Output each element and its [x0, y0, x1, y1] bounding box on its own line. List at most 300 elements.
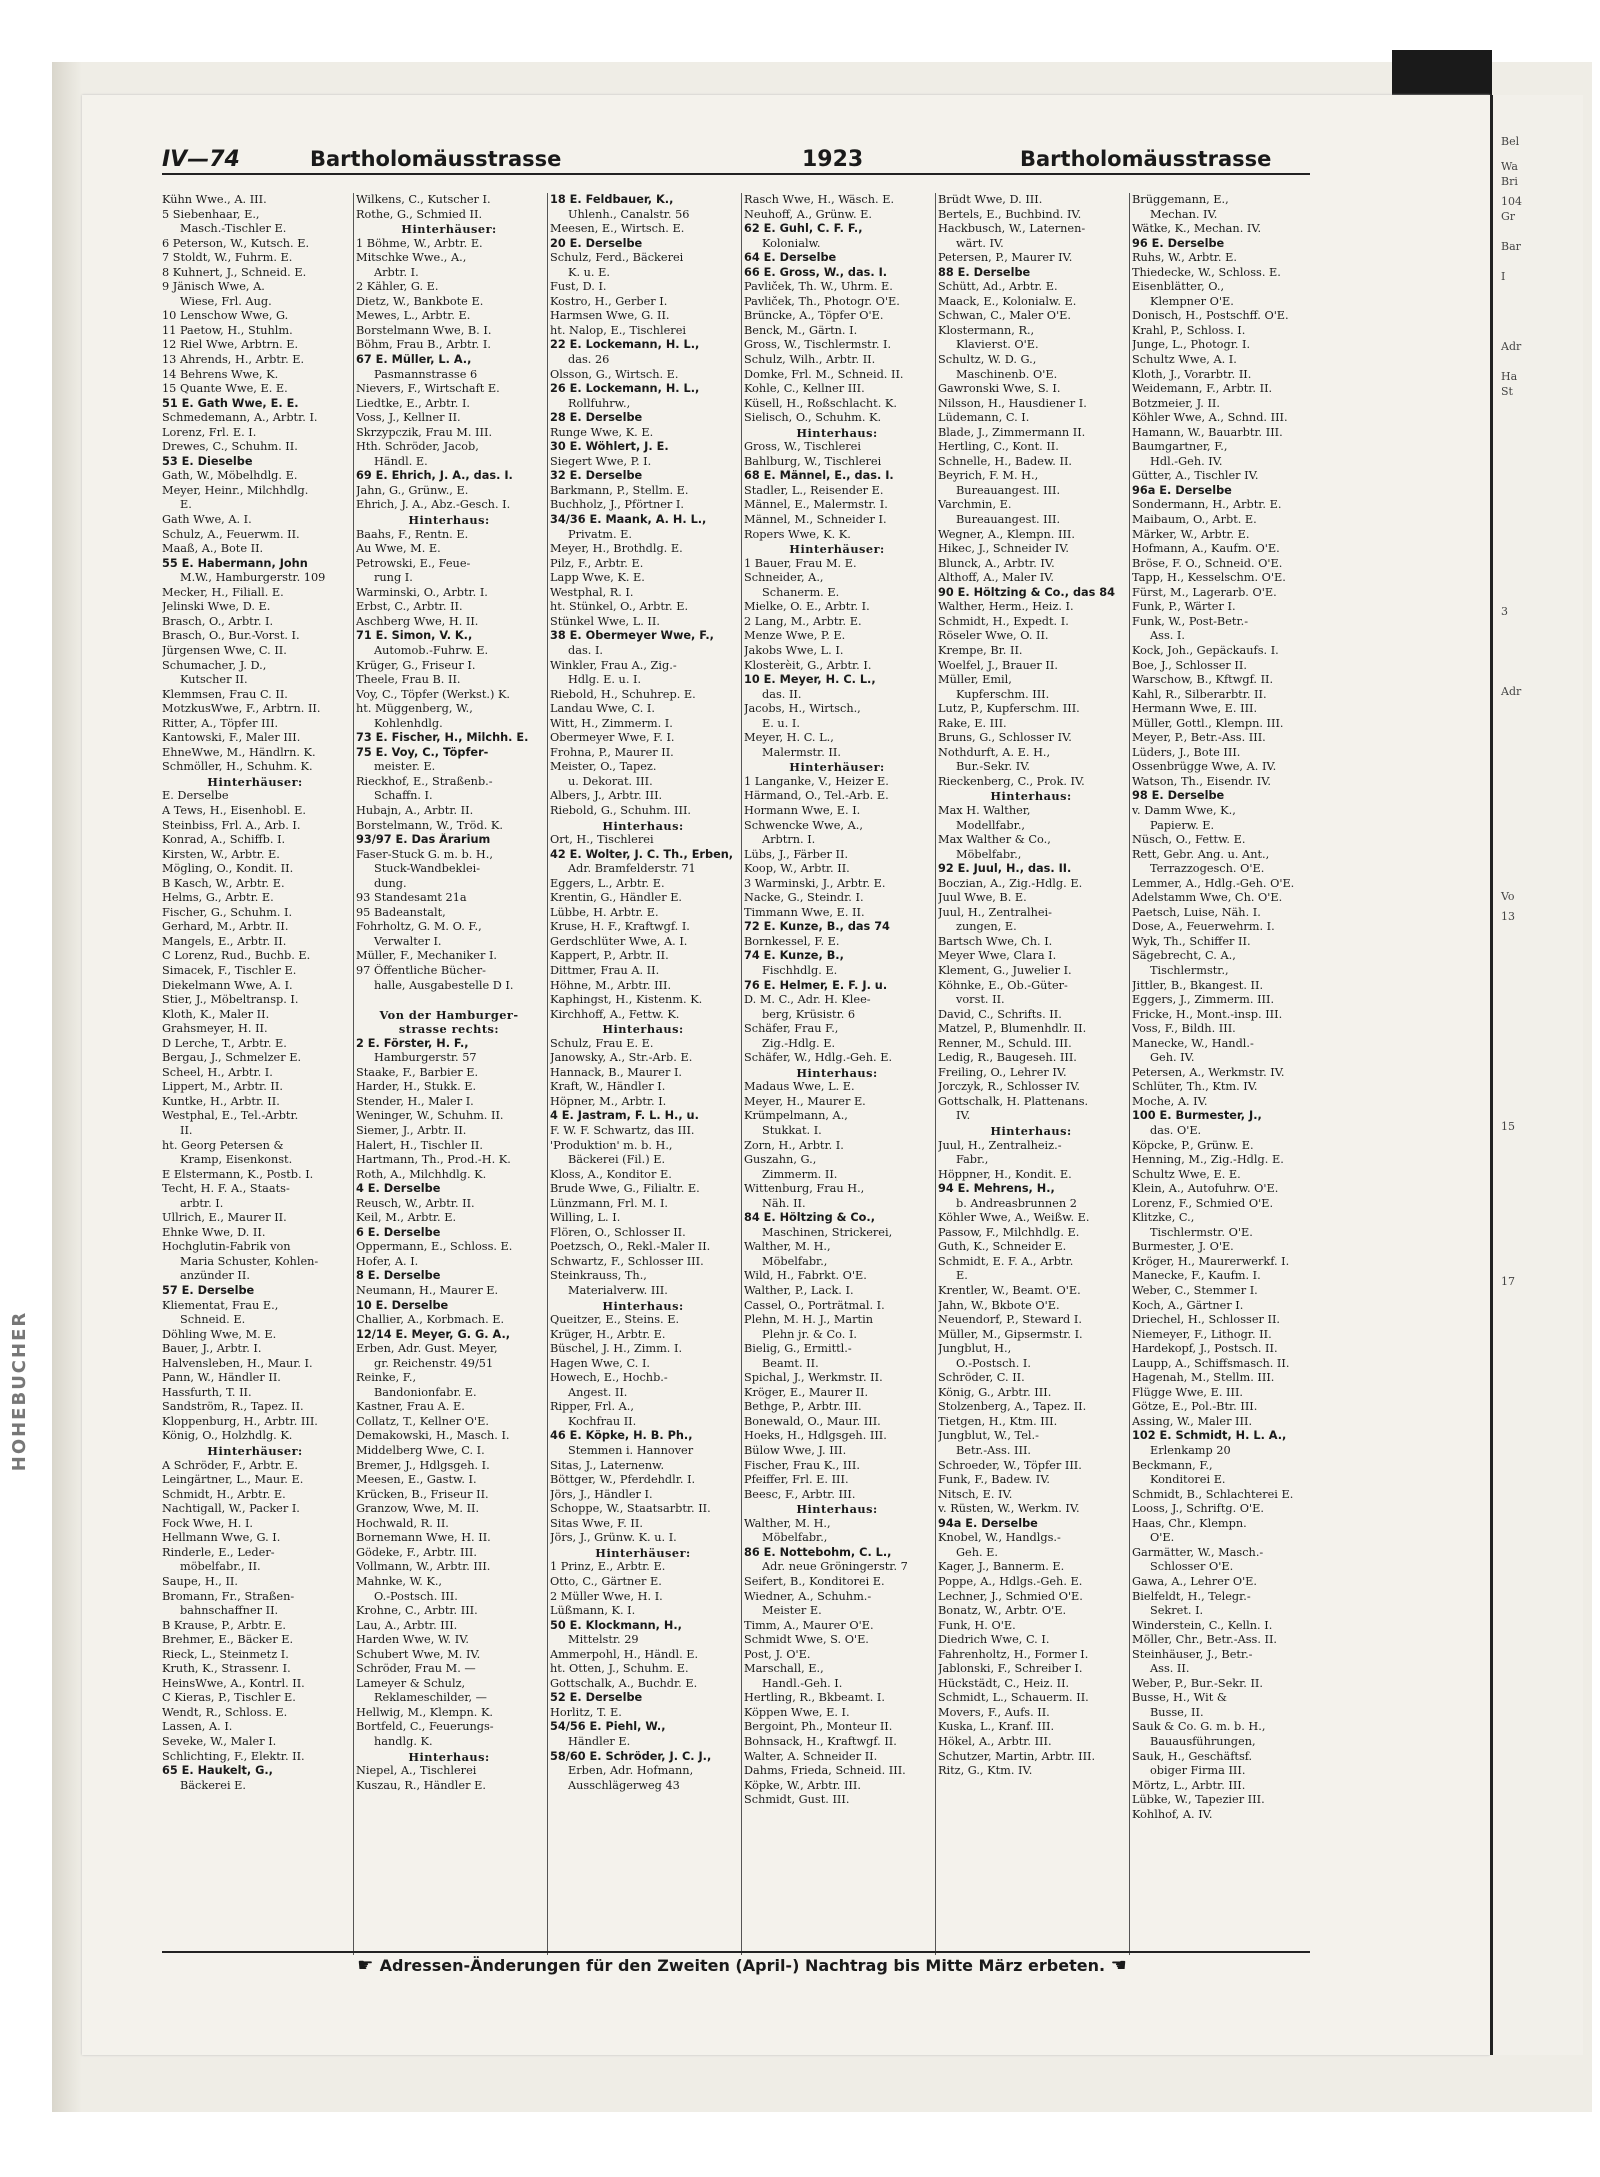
directory-entry: Winkler, Frau A., Zig.- — [550, 658, 677, 672]
directory-entry: Schlichting, F., Elektr. II. — [162, 1749, 305, 1763]
facing-page-fragment: Gr — [1501, 210, 1516, 223]
directory-entry: Looss, J., Schriftg. O'E. — [1132, 1502, 1264, 1516]
directory-entry: 6 E. Derselbe — [356, 1225, 441, 1239]
directory-entry: Bonewald, O., Maur. III. — [744, 1414, 881, 1428]
column-divider — [741, 193, 742, 1955]
directory-entry: Lünzmann, Frl. M. I. — [550, 1196, 669, 1210]
directory-entry: Schwan, C., Maler O'E. — [938, 309, 1072, 323]
directory-entry: Brasch, O., Arbtr. I. — [162, 614, 274, 628]
directory-entry: Schlosser O'E. — [1150, 1560, 1234, 1574]
directory-entry: Fischer, Frau K., III. — [744, 1458, 860, 1472]
directory-entry: 9 Jänisch Wwe, A. — [162, 280, 265, 294]
directory-entry: Paetsch, Luise, Näh. I. — [1132, 905, 1261, 919]
directory-entry: Pilz, F., Arbtr. E. — [550, 556, 644, 570]
directory-entry: Leingärtner, L., Maur. E. — [162, 1473, 304, 1487]
directory-entry: Sekret. I. — [1150, 1604, 1204, 1618]
spine-text: HOHEBUCHER — [9, 1310, 30, 1472]
directory-entry: Möbelfabr., — [762, 1531, 828, 1545]
directory-entry: Lutz, P., Kupferschm. III. — [938, 702, 1080, 716]
directory-entry: Büschel, J. H., Zimm. I. — [550, 1342, 683, 1356]
directory-entry: Schaffn. I. — [374, 789, 433, 803]
directory-entry: Westphal, R. I. — [550, 585, 634, 599]
directory-entry: Queitzer, E., Steins. E. — [550, 1313, 680, 1327]
directory-entry: 95 Badeanstalt, — [356, 905, 446, 919]
directory-entry: Weidemann, F., Arbtr. II. — [1132, 382, 1273, 396]
directory-entry: Schmidt, H., Expedt. I. — [938, 614, 1069, 628]
directory-entry: Gödeke, F., Arbtr. III. — [356, 1545, 477, 1559]
directory-entry: Techt, H. F. A., Staats- — [162, 1182, 290, 1196]
directory-entry: Schmidt, Gust. III. — [744, 1793, 850, 1807]
directory-entry: Klostermann, R., — [938, 323, 1035, 337]
directory-entry: Wendt, R., Schloss. E. — [162, 1705, 288, 1719]
binding-strip — [0, 0, 52, 2177]
directory-entry: Kloppenburg, H., Arbtr. III. — [162, 1414, 318, 1428]
directory-entry: Lüders, J., Bote III. — [1132, 745, 1241, 759]
directory-entry: Maaß, A., Bote II. — [162, 542, 264, 556]
directory-entry: Meyer, H. C. L., — [744, 731, 834, 745]
directory-entry: Halvensleben, H., Maur. I. — [162, 1356, 313, 1370]
directory-entry: Lechner, J., Schmied O'E. — [938, 1589, 1083, 1603]
directory-entry — [356, 993, 542, 1008]
directory-entry: E. u. I. — [762, 716, 800, 730]
directory-entry: Ass. I. — [1150, 629, 1185, 643]
directory-entry: ht. Stünkel, O., Arbtr. E. — [550, 600, 689, 614]
directory-entry: Thiedecke, W., Schloss. E. — [1132, 265, 1281, 279]
directory-entry: Reinke, F., — [356, 1371, 417, 1385]
directory-entry: Lameyer & Schulz, — [356, 1676, 466, 1690]
directory-entry: 46 E. Köpke, H. B. Ph., — [550, 1429, 693, 1443]
directory-entry: Schroeder, W., Töpfer III. — [938, 1458, 1082, 1472]
directory-entry: Bielfeldt, H., Telegr.- — [1132, 1589, 1251, 1603]
directory-entry: Ausschlägerweg 43 — [568, 1778, 680, 1792]
directory-entry: Wiedner, A., Schuhm.- — [744, 1589, 872, 1603]
directory-column-5 — [938, 193, 1124, 1953]
directory-entry: Mecker, H., Filiall. E. — [162, 585, 284, 599]
directory-entry: Nacke, G., Steindr. I. — [744, 891, 864, 905]
directory-entry: Kröger, E., Maurer II. — [744, 1385, 869, 1399]
directory-entry: Pasmannstrasse 6 — [374, 367, 478, 381]
directory-entry: Jungblut, W., Tel.- — [938, 1429, 1039, 1443]
directory-entry: Hofmann, A., Kaufm. O'E. — [1132, 542, 1280, 556]
directory-entry: Neumann, H., Maurer E. — [356, 1284, 499, 1298]
directory-entry: Bruns, G., Schlosser IV. — [938, 731, 1072, 745]
directory-entry: Möbelfabr., — [956, 847, 1022, 861]
directory-entry: Post, J. O'E. — [744, 1647, 811, 1661]
directory-entry: Watson, Th., Eisendr. IV. — [1132, 774, 1271, 788]
directory-entry: Jakobs Wwe, L. I. — [744, 643, 844, 657]
directory-entry: Maria Schuster, Kohlen- — [180, 1254, 319, 1268]
directory-entry: Hinterhaus: — [602, 818, 684, 833]
directory-entry: Burmester, J. O'E. — [1132, 1240, 1234, 1254]
directory-entry: Bauausführungen, — [1150, 1734, 1256, 1748]
directory-column-1 — [162, 193, 348, 1953]
directory-entry: 7 Stoldt, W., Fuhrm. E. — [162, 251, 293, 265]
directory-entry: Uhlenh., Canalstr. 56 — [568, 207, 690, 221]
directory-entry: Fricke, H., Mont.-insp. III. — [1132, 1007, 1283, 1021]
footer-text: Adressen-Änderungen für den Zweiten (April-) Nachtrag bis Mitte März erbeten. — [379, 1956, 1106, 1975]
directory-entry: Wyk, Th., Schiffer II. — [1132, 934, 1251, 948]
directory-entry: 75 E. Voy, C., Töpfer- — [356, 745, 489, 759]
directory-entry: Schäfer, Frau F., — [744, 1022, 839, 1036]
directory-entry: 94a E. Derselbe — [938, 1516, 1038, 1530]
directory-entry: O'E. — [1150, 1531, 1175, 1545]
directory-entry: Diekelmann Wwe, A. I. — [162, 978, 293, 992]
directory-entry: Walter, A. Schneider II. — [744, 1749, 878, 1763]
directory-entry: Müller, Emil, — [938, 673, 1012, 687]
directory-entry: Hinterhäuser: — [207, 774, 303, 789]
directory-entry: 84 E. Höltzing & Co., — [744, 1211, 876, 1225]
directory-entry: Rieckenberg, C., Prok. IV. — [938, 774, 1085, 788]
directory-entry: ht. Müggenberg, W., — [356, 702, 473, 716]
directory-entry: Hertling, R., Bkbeamt. I. — [744, 1691, 885, 1705]
directory-entry: Kühn Wwe., A. III. — [162, 193, 267, 206]
directory-entry: Ammerpohl, H., Händl. E. — [550, 1647, 699, 1661]
directory-entry: Mielke, O. E., Arbtr. I. — [744, 600, 870, 614]
directory-entry: 42 E. Wolter, J. C. Th., Erben, — [550, 847, 734, 861]
directory-entry: Schultz, W. D. G., — [938, 353, 1037, 367]
directory-entry: Schulz, Wilh., Arbtr. II. — [744, 353, 876, 367]
directory-entry: Kaphingst, H., Kistenm. K. — [550, 993, 703, 1007]
directory-entry: Jörs, J., Grünw. K. u. I. — [550, 1531, 677, 1545]
directory-entry: Weninger, W., Schuhm. II. — [356, 1109, 504, 1123]
directory-entry: Demakowski, H., Masch. I. — [356, 1429, 510, 1443]
directory-entry: 1 Langanke, V., Heizer E. — [744, 774, 889, 788]
directory-entry: Willing, L. I. — [550, 1211, 621, 1225]
directory-entry: Privatm. E. — [568, 527, 633, 541]
directory-entry: Simacek, F., Tischler E. — [162, 963, 297, 977]
directory-entry: Ledig, R., Baugeseh. III. — [938, 1051, 1077, 1065]
directory-entry: Neuhoff, A., Grünw. E. — [744, 207, 872, 221]
directory-entry: Möller, Chr., Betr.-Ass. II. — [1132, 1633, 1278, 1647]
directory-entry: Zorn, H., Arbtr. I. — [744, 1138, 844, 1152]
directory-entry: Hinterhaus: — [408, 1749, 490, 1764]
directory-entry: Voy, C., Töpfer (Werkst.) K. — [356, 687, 510, 701]
directory-entry: Kochfrau II. — [568, 1414, 637, 1428]
directory-entry: Kuntke, H., Arbtr. II. — [162, 1094, 280, 1108]
directory-entry: Adelstamm Wwe, Ch. O'E. — [1132, 891, 1283, 905]
directory-entry: Automob.-Fuhrw. E. — [374, 643, 489, 657]
directory-entry: Maschinen, Strickerei, — [762, 1225, 893, 1239]
directory-entry: Drewes, C., Schuhm. II. — [162, 440, 298, 454]
directory-entry: Kirsten, W., Arbtr. E. — [162, 847, 280, 861]
directory-entry: Harder, H., Stukk. E. — [356, 1080, 477, 1094]
directory-entry: Nüsch, O., Fettw. E. — [1132, 833, 1246, 847]
directory-entry: Grahsmeyer, H. II. — [162, 1022, 268, 1036]
directory-entry: 96 E. Derselbe — [1132, 236, 1225, 250]
directory-entry: 30 E. Wöhlert, J. E. — [550, 440, 669, 454]
facing-page-fragment: Adr — [1501, 340, 1522, 353]
directory-entry: Fischhdlg. E. — [762, 963, 838, 977]
directory-entry: 12/14 E. Meyer, G. G. A., — [356, 1327, 511, 1341]
directory-entry: Haas, Chr., Klempn. — [1132, 1516, 1247, 1530]
directory-entry: 64 E. Derselbe — [744, 251, 837, 265]
directory-entry: 71 E. Simon, V. K., — [356, 629, 473, 643]
directory-entry: Hdl.-Geh. IV. — [1150, 454, 1223, 468]
directory-entry: Papierw. E. — [1150, 818, 1215, 832]
directory-entry: Hamburgerstr. 57 — [374, 1051, 477, 1065]
directory-entry: Erlenkamp 20 — [1150, 1444, 1231, 1458]
directory-entry: Konrad, A., Schiffb. I. — [162, 833, 286, 847]
directory-entry: Mitschke Wwe., A., — [356, 251, 467, 265]
directory-entry: Ort, H., Tischlerei — [550, 833, 654, 847]
directory-entry: Voss, J., Kellner II. — [356, 411, 461, 425]
directory-entry: Maack, E., Kolonialw. E. — [938, 294, 1077, 308]
directory-entry: Tischlermstr., — [1150, 963, 1229, 977]
directory-entry: rung I. — [374, 571, 413, 585]
directory-entry: E Elstermann, K., Postb. I. — [162, 1167, 314, 1181]
directory-entry: Dahms, Frieda, Schneid. III. — [744, 1764, 906, 1778]
directory-entry: Cassel, O., Porträtmal. I. — [744, 1298, 885, 1312]
directory-entry: Mangels, E., Arbtr. II. — [162, 934, 287, 948]
directory-entry: 26 E. Lockemann, H. L., — [550, 382, 700, 396]
directory-entry: König, O., Holzhdlg. K. — [162, 1429, 293, 1443]
directory-entry: 22 E. Lockemann, H. L., — [550, 338, 700, 352]
directory-entry: Saupe, H., II. — [162, 1574, 238, 1588]
directory-entry: Stukkat. I. — [762, 1124, 822, 1137]
directory-entry: Krücken, B., Friseur II. — [356, 1487, 489, 1501]
directory-entry: Bohnsack, H., Kraftwgf. II. — [744, 1734, 897, 1748]
directory-entry: C Lorenz, Rud., Buchb. E. — [162, 949, 311, 963]
directory-entry: 5 Siebenhaar, E., — [162, 207, 260, 221]
street-name-right: Bartholomäusstrasse — [1020, 147, 1272, 171]
directory-entry: Konditorei E. — [1150, 1473, 1226, 1487]
directory-entry: anzünder II. — [180, 1269, 250, 1283]
directory-entry: Krümpelmann, A., — [744, 1109, 848, 1123]
directory-entry: Wegner, A., Klempn. III. — [938, 527, 1075, 541]
directory-column-4 — [744, 193, 930, 1953]
directory-entry: Menze Wwe, P. E. — [744, 629, 846, 643]
directory-entry: Bülow Wwe, J. III. — [744, 1444, 847, 1458]
directory-entry: 72 E. Kunze, B., das 74 — [744, 920, 890, 934]
directory-entry: Middelberg Wwe, C. I. — [356, 1444, 485, 1458]
directory-entry: Bromann, Fr., Straßen- — [162, 1589, 295, 1603]
directory-entry: Männel, M., Schneider I. — [744, 513, 887, 527]
directory-entry: 1 Prinz, E., Arbtr. E. — [550, 1560, 666, 1574]
directory-entry: Hinterhaus: — [602, 1298, 684, 1313]
directory-entry: Bremer, J., Hdlgsgeh. I. — [356, 1458, 490, 1472]
directory-entry: Faser-Stuck G. m. b. H., — [356, 847, 493, 861]
directory-entry: Steinbiss, Frl. A., Arb. I. — [162, 818, 301, 832]
directory-entry: David, C., Schrifts. II. — [938, 1007, 1062, 1021]
directory-entry: Schröder, C. II. — [938, 1371, 1025, 1385]
header-rule — [162, 173, 1310, 175]
directory-entry: 65 E. Haukelt, G., — [162, 1764, 273, 1778]
directory-entry: Koch, A., Gärtner I. — [1132, 1298, 1244, 1312]
directory-entry: Köppen Wwe, E. I. — [744, 1705, 850, 1719]
directory-entry: Ehnke Wwe, D. II. — [162, 1225, 266, 1239]
directory-entry: Höhne, M., Arbtr. III. — [550, 978, 672, 992]
directory-entry: Hinterhaus: — [990, 1124, 1072, 1138]
directory-entry: 3 Warminski, J., Arbtr. E. — [744, 876, 886, 890]
directory-entry: Tischlermstr. O'E. — [1150, 1225, 1253, 1239]
directory-entry: Bröse, F. O., Schneid. O'E. — [1132, 556, 1283, 570]
directory-entry: Gütter, A., Tischler IV. — [1132, 469, 1259, 483]
directory-entry: Jörs, J., Händler I. — [550, 1487, 653, 1501]
directory-entry: Barkmann, P., Stellm. E. — [550, 483, 689, 497]
directory-entry: Movers, F., Aufs. II. — [938, 1705, 1050, 1719]
directory-entry: Weber, P., Bur.-Sekr. II. — [1132, 1676, 1263, 1690]
directory-entry: Küsell, H., Roßschlacht. K. — [744, 396, 897, 410]
directory-entry: Schmidt, E. F. A., Arbtr. — [938, 1254, 1074, 1268]
directory-entry: Botzmeier, J. II. — [1132, 396, 1220, 410]
directory-entry: Schütt, Ad., Arbtr. E. — [938, 280, 1058, 294]
directory-entry: Handl.-Geh. I. — [762, 1676, 843, 1690]
directory-entry: Geh. E. — [956, 1545, 999, 1559]
directory-entry: Schubert Wwe, M. IV. — [356, 1647, 481, 1661]
facing-page-fragment: Wa — [1501, 160, 1518, 173]
directory-entry: Henning, M., Zig.-Hdlg. E. — [1132, 1153, 1284, 1167]
directory-entry: Schäfer, W., Hdlg.-Geh. E. — [744, 1051, 893, 1065]
directory-entry: Niemeyer, F., Lithogr. II. — [1132, 1327, 1272, 1341]
directory-entry: Döhling Wwe, M. E. — [162, 1327, 277, 1341]
directory-entry: MotzkusWwe, F., Arbtrn. II. — [162, 702, 321, 716]
directory-entry: Kohlenhdlg. — [374, 716, 443, 730]
directory-entry: 1 Böhme, W., Arbtr. E. — [356, 236, 483, 250]
directory-entry: Hackbusch, W., Laternen- — [938, 222, 1086, 236]
directory-entry: Madaus Wwe, L. E. — [744, 1080, 855, 1094]
directory-entry: Köpke, W., Arbtr. III. — [744, 1778, 861, 1792]
pointing-hand-icon: ☛ — [357, 1955, 380, 1976]
directory-entry: Rieck, L., Steinmetz I. — [162, 1647, 289, 1661]
directory-entry: Bureauangest. III. — [956, 513, 1061, 527]
directory-entry: Jelinski Wwe, D. E. — [162, 600, 271, 614]
directory-entry: Rasch Wwe, H., Wäsch. E. — [744, 193, 895, 206]
directory-entry: Flügge Wwe, E. III. — [1132, 1385, 1244, 1399]
directory-entry: 18 E. Feldbauer, K., — [550, 193, 674, 206]
directory-entry: Lippert, M., Arbtr. II. — [162, 1080, 283, 1094]
directory-entry: 97 Öffentliche Bücher- — [356, 963, 486, 977]
directory-entry: Hassfurth, T. II. — [162, 1385, 252, 1399]
directory-entry: Nitsch, E. IV. — [938, 1487, 1013, 1501]
directory-entry: Kramp, Eisenkonst. — [180, 1153, 293, 1167]
directory-entry: Walther, M. H., — [744, 1240, 831, 1254]
directory-entry: zungen, E. — [956, 920, 1017, 934]
directory-entry: Sielisch, O., Schuhm. K. — [744, 411, 882, 425]
directory-entry: Reklameschilder, — — [374, 1691, 487, 1705]
directory-entry: Moche, A. IV. — [1132, 1094, 1208, 1108]
directory-entry: Hinterhäuser: — [595, 1545, 691, 1560]
directory-entry: Fock Wwe, H. I. — [162, 1516, 254, 1530]
directory-entry: Kirchhoff, A., Fettw. K. — [550, 1007, 680, 1021]
directory-entry: Max Walther & Co., — [938, 833, 1051, 847]
directory-entry: Beyrich, F. M. H., — [938, 469, 1039, 483]
directory-entry: 93/97 E. Das Ärarium — [356, 833, 491, 847]
directory-entry: Köpcke, P., Grünw. E. — [1132, 1138, 1254, 1152]
directory-entry: Kupferschm. III. — [956, 687, 1050, 701]
directory-entry: Jungblut, H., — [938, 1342, 1012, 1356]
directory-entry: Schlüter, Th., Ktm. IV. — [1132, 1080, 1258, 1094]
directory-page — [82, 95, 1490, 2055]
directory-entry: Männel, E., Malermstr. I. — [744, 498, 888, 512]
directory-entry: Schulz, Frau E. E. — [550, 1036, 654, 1050]
directory-entry: Guth, K., Schneider E. — [938, 1240, 1067, 1254]
directory-entry: Kantowski, F., Maler III. — [162, 731, 301, 745]
directory-entry: Granzow, Wwe, M. II. — [356, 1502, 480, 1516]
directory-entry: Varchmin, E. — [938, 498, 1012, 512]
directory-entry: Baumgartner, F., — [1132, 440, 1228, 454]
directory-entry: Hellwig, M., Klempn. K. — [356, 1705, 493, 1719]
directory-entry: Fürst, M., Lagerarb. O'E. — [1132, 585, 1277, 599]
directory-entry: Gerdschlüter Wwe, A. I. — [550, 934, 688, 948]
directory-entry: Hückstädt, C., Heiz. II. — [938, 1676, 1070, 1690]
directory-entry: Ripper, Frl. A., — [550, 1400, 634, 1414]
directory-entry: Rinderle, E., Leder- — [162, 1545, 275, 1559]
column-divider — [353, 193, 354, 1955]
directory-entry: Krüger, G., Friseur I. — [356, 658, 476, 672]
directory-entry: 2 E. Förster, H. F., — [356, 1036, 469, 1050]
directory-entry: 57 E. Derselbe — [162, 1284, 255, 1298]
directory-entry: Obermeyer Wwe, F. I. — [550, 731, 675, 745]
facing-page-fragment: 17 — [1501, 1275, 1515, 1288]
directory-entry: Kruse, H. F., Kraftwgf. I. — [550, 920, 690, 934]
directory-entry: Hochglutin-Fabrik von — [162, 1240, 291, 1254]
directory-entry: Härmand, O., Tel.-Arb. E. — [744, 789, 889, 803]
directory-entry: Bauer, J., Arbtr. I. — [162, 1342, 262, 1356]
directory-entry: 88 E. Derselbe — [938, 265, 1031, 279]
directory-entry: 12 Riel Wwe, Arbtrn. E. — [162, 338, 299, 352]
directory-entry: Gross, W., Tischlermstr. I. — [744, 338, 892, 352]
column-divider — [547, 193, 548, 1955]
facing-page-fragment: 104 — [1501, 195, 1522, 208]
directory-entry: Rieckhof, E., Straßenb.- — [356, 774, 493, 788]
directory-entry: Pann, W., Händler II. — [162, 1371, 281, 1385]
directory-entry: Schmidt, H., Arbtr. E. — [162, 1487, 286, 1501]
directory-entry: Bandonionfabr. E. — [374, 1385, 477, 1399]
directory-entry: Schoppe, W., Staatsarbtr. II. — [550, 1502, 711, 1516]
directory-entry: bahnschaffner II. — [180, 1604, 279, 1618]
directory-entry: Woelfel, J., Brauer II. — [938, 658, 1058, 672]
directory-entry: Benck, M., Gärtn. I. — [744, 323, 858, 337]
directory-entry: Arbtrn. I. — [762, 833, 816, 847]
directory-entry: Schmidt, B., Schlachterei E. — [1132, 1487, 1294, 1501]
directory-entry: Poetzsch, O., Rekl.-Maler II. — [550, 1240, 711, 1254]
directory-entry: Collatz, T., Kellner O'E. — [356, 1414, 489, 1428]
directory-entry: Bielig, G., Ermittl.- — [744, 1342, 852, 1356]
directory-entry: Steinhäuser, J., Betr.- — [1132, 1647, 1253, 1661]
directory-entry: 8 E. Derselbe — [356, 1269, 441, 1283]
directory-entry: Krohne, C., Arbtr. III. — [356, 1604, 478, 1618]
directory-entry: Lorenz, Frl. E. I. — [162, 425, 257, 439]
directory-entry: Manecke, W., Handl.- — [1132, 1036, 1254, 1050]
directory-entry: Wild, H., Fabrkt. O'E. — [744, 1269, 867, 1283]
directory-entry: Röseler Wwe, O. II. — [938, 629, 1049, 643]
directory-entry: Ruhs, W., Arbtr. E. — [1132, 251, 1237, 265]
directory-entry: 20 E. Derselbe — [550, 236, 643, 250]
directory-entry: 92 E. Juul, H., das. II. — [938, 862, 1072, 876]
directory-entry: Kappert, P., Arbtr. II. — [550, 949, 669, 963]
directory-entry: Hinterhaus: — [408, 513, 490, 528]
directory-entry: arbtr. I. — [180, 1196, 224, 1210]
directory-entry: 54/56 E. Piehl, W., — [550, 1720, 666, 1734]
directory-entry: Aschberg Wwe, H. II. — [356, 614, 479, 628]
directory-entry: 51 E. Gath Wwe, E. E. — [162, 396, 299, 410]
directory-entry: Hagenah, M., Stellm. III. — [1132, 1371, 1275, 1385]
directory-entry: Kliementat, Frau E., — [162, 1298, 279, 1312]
directory-entry: 86 E. Nottebohm, C. L., — [744, 1545, 892, 1559]
directory-entry: Jablonski, F., Schreiber I. — [938, 1662, 1083, 1676]
directory-entry: Ass. II. — [1150, 1662, 1190, 1676]
directory-entry: König, G., Arbtr. III. — [938, 1385, 1052, 1399]
directory-entry: Brüncke, A., Töpfer O'E. — [744, 309, 884, 323]
directory-entry: Blunck, A., Arbtr. IV. — [938, 556, 1055, 570]
directory-entry: Gottschalk, H. Plattenans. — [938, 1094, 1089, 1108]
directory-entry: Händl. E. — [374, 454, 428, 468]
directory-entry: Riebold, H., Schuhrep. E. — [550, 687, 696, 701]
directory-entry: Lübbe, H. Arbtr. E. — [550, 905, 659, 919]
directory-entry: Schutzer, Martin, Arbtr. III. — [938, 1749, 1096, 1763]
directory-entry: Steinkrauss, Th., — [550, 1269, 647, 1283]
directory-entry: Lau, A., Arbtr. III. — [356, 1618, 458, 1632]
